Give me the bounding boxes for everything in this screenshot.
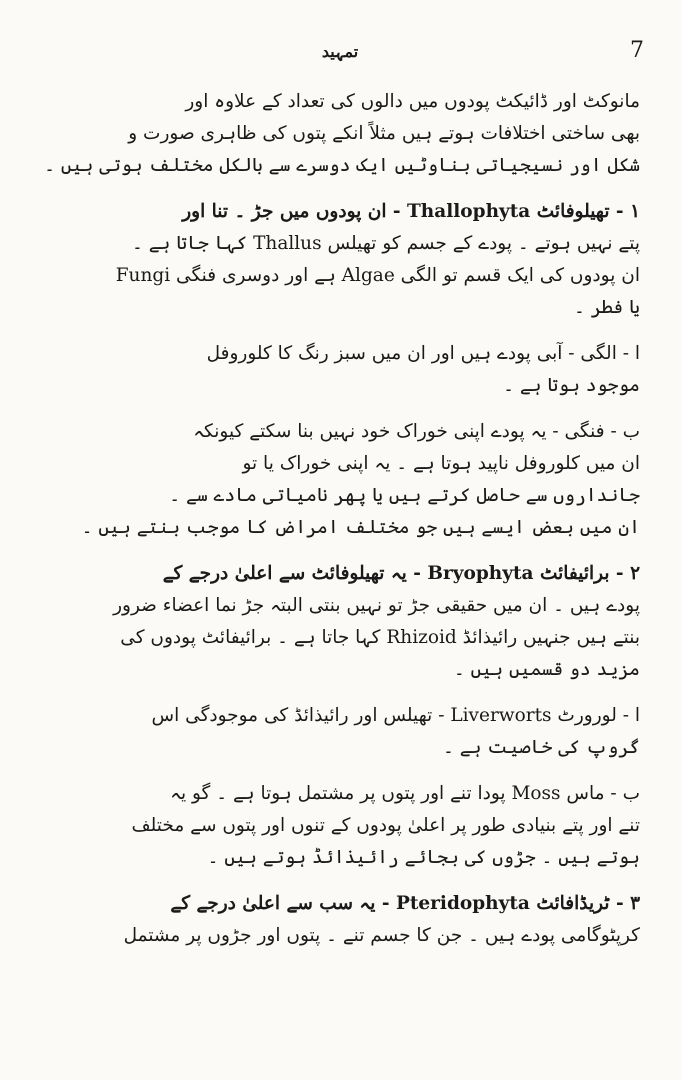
running-title: تمہید — [321, 42, 359, 61]
text-line: مزید دو قسمیں ہیں ۔ — [453, 659, 640, 680]
text-line: تنے اور پتے بنیادی طور پر اعلیٰ پودوں کے تنوں اور پتوں سے مختلف — [131, 815, 640, 836]
text-line: بنتے ہیں جنہیں رائیذائڈ Rhizoid کہا جاتا ہے ۔ برائیفائٹ پودوں کی — [120, 627, 640, 648]
text-line: یا فطر ۔ — [574, 297, 640, 318]
text-line: ب - ماس Moss پودا تنے اور پتوں پر مشتمل ہوتا ہے ۔ گو یہ — [170, 783, 640, 804]
text-line: شکل اور نسیجیاتی بناوٹیں ایک دوسرے سے بالکل مختلف ہوتی ہیں ۔ — [44, 155, 640, 176]
text-line: ان میں بعض ایسے ہیں جو مختلف امراض کا موجب بنتے ہیں ۔ — [81, 517, 640, 538]
text-line: موجود ہوتا ہے ۔ — [503, 375, 640, 396]
paragraph-algae — [40, 338, 640, 402]
text-line: پودے ہیں ۔ ان میں حقیقی جڑ تو نہیں بنتی البتہ جڑ نما اعضاء ضرور — [113, 595, 640, 616]
paragraph-liverworts — [40, 700, 640, 764]
paragraph-intro — [40, 86, 640, 182]
paragraph-thallophyta — [40, 196, 640, 324]
text-line: ان میں کلوروفل ناپید ہوتا ہے ۔ یہ اپنی خوراک یا تو — [242, 453, 640, 474]
text-line: ۱ - تھیلوفائٹ Thallophyta - ان پودوں میں جڑ ۔ تنا اور — [182, 201, 640, 222]
text-line: جانداروں سے حاصل کرتے ہیں یا پھر نامیاتی مادے سے ۔ — [169, 485, 640, 506]
text-line: ان پودوں کی ایک قسم تو الگی Algae ہے اور دوسری فنگی Fungi — [115, 265, 640, 286]
text-line: گروپ کی خاصیت ہے ۔ — [443, 737, 640, 758]
text-line: بھی ساختی اختلافات ہوتے ہیں مثلاً انکے پتوں کی ظاہری صورت و — [128, 123, 640, 144]
text-line: ا - لورورٹ Liverworts - تھیلس اور رائیذائڈ کی موجودگی اس — [151, 705, 640, 726]
page-number: 7 — [630, 38, 644, 63]
page-body — [40, 86, 640, 966]
text-line: ا - الگی - آبی پودے ہیں اور ان میں سبز رنگ کا کلوروفل — [206, 343, 640, 364]
paragraph-bryophyta — [40, 558, 640, 686]
text-line: ب - فنگی - یہ پودے اپنی خوراک خود نہیں بنا سکتے کیونکہ — [193, 421, 640, 442]
paragraph-fungi — [40, 416, 640, 544]
text-line: ہوتے ہیں ۔ جڑوں کی بجائے رائیذائڈ ہوتے ہیں ۔ — [207, 847, 640, 868]
text-line: مانوکٹ اور ڈائیکٹ پودوں میں دالوں کی تعداد کے علاوہ اور — [185, 91, 640, 112]
text-line: ۲ - برائیفائٹ Bryophyta - یہ تھیلوفائٹ سے اعلیٰ درجے کے — [162, 563, 640, 584]
paragraph-pteridophyta — [40, 888, 640, 952]
paragraph-moss — [40, 778, 640, 874]
text-line: ۳ - ٹریڈافائٹ Pteridophyta - یہ سب سے اعلیٰ درجے کے — [170, 893, 640, 914]
text-line: پتے نہیں ہوتے ۔ پودے کے جسم کو تھیلس Thallus کہا جاتا ہے ۔ — [131, 233, 640, 254]
text-line: کرپٹوگامی پودے ہیں ۔ جن کا جسم تنے ۔ پتوں اور جڑوں پر مشتمل — [123, 925, 640, 946]
